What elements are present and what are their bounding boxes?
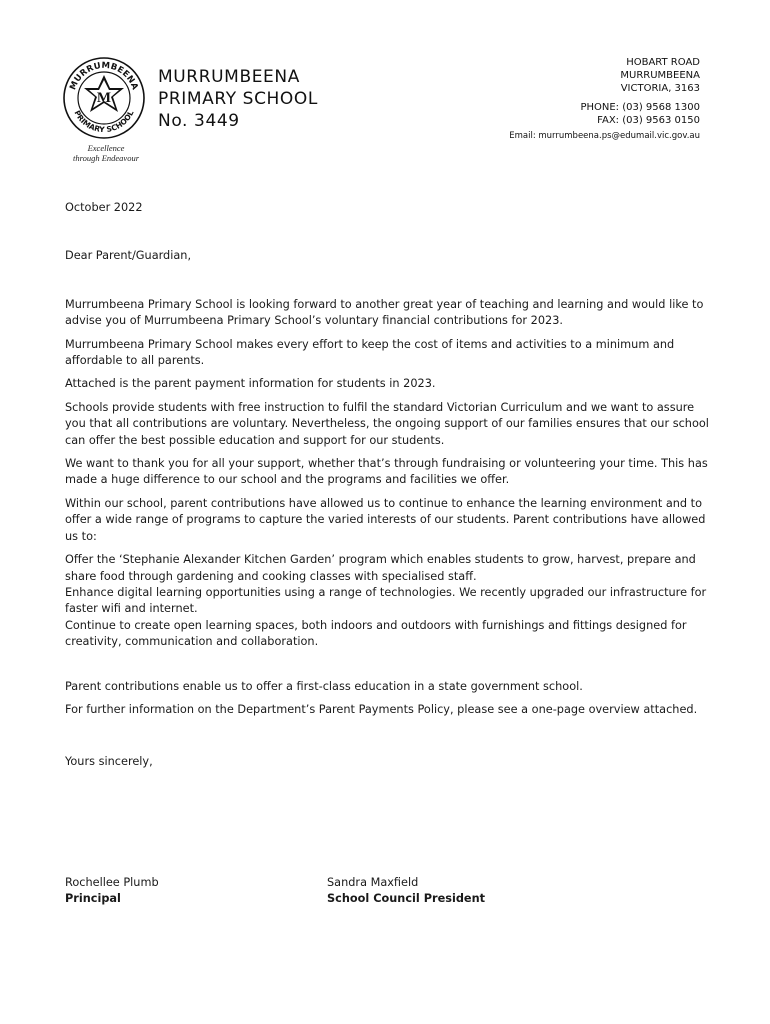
crest-top-text: MURRUMBEENA	[68, 60, 140, 92]
signature-principal	[65, 875, 159, 908]
sign-off: Yours sincerely,	[65, 755, 153, 769]
crest-bottom-text: PRIMARY SCHOOL	[72, 108, 136, 135]
address-line-1: HOBART ROAD	[626, 57, 700, 68]
signatory-name: Rochellee Plumb	[65, 876, 159, 889]
address-line-2: MURRUMBEENA	[620, 70, 700, 81]
school-name-line-2: PRIMARY SCHOOL	[158, 89, 318, 109]
motto-line-2: through Endeavour	[72, 153, 140, 163]
list-item: Enhance digital learning opportunities using a range of technologies. We recently upgraded our infrastructure for faster wifi and internet.	[65, 585, 707, 616]
paragraph: Murrumbeena Primary School is looking forward to another great year of teaching and learning and would like to advise you of Murrumbeena Primary School’s voluntary financial contributions for 2023.	[65, 297, 704, 328]
school-address	[580, 56, 700, 127]
address-line-3: VICTORIA, 3163	[620, 83, 700, 94]
signatory-name: Sandra Maxfield	[327, 876, 419, 889]
crest-monogram: M	[96, 90, 112, 106]
svg-text:PRIMARY SCHOOL	[72, 109, 135, 134]
closing-paragraph: Parent contributions enable us to offer a first-class education in a state government school.	[65, 679, 583, 693]
school-crest-icon	[62, 56, 146, 140]
school-number: No. 3449	[158, 111, 240, 131]
letter-date: October 2022	[65, 201, 143, 214]
list-item: Offer the ‘Stephanie Alexander Kitchen Garden’ program which enables students to grow, harvest, prepare and share food through gardening and cooking classes with specialised staff.	[65, 553, 696, 583]
paragraph: Schools provide students with free instruction to fulfil the standard Victorian Curriculum and we want to assure you that all contributions are voluntary. Nevertheless, the ongoing support of our families ensures that our school can offer the best possible education and support for our students.	[65, 400, 709, 447]
signatory-title: School Council President	[327, 892, 486, 906]
school-motto	[58, 143, 154, 163]
paragraph: Within our school, parent contributions have allowed us to continue to enhance the learning environment and to offer a wide range of programs to capture the varied interests of our students. Parent contributions have allowed us to:	[65, 496, 706, 543]
school-name	[158, 66, 318, 132]
paragraph: Murrumbeena Primary School makes every effort to keep the cost of items and activities to a minimum and affordable to all parents.	[65, 337, 675, 368]
letter-greeting: Dear Parent/Guardian,	[65, 249, 192, 263]
closing-paragraph: For further information on the Department’s Parent Payments Policy, please see a one-page overview attached.	[65, 702, 698, 716]
letter-body	[65, 200, 715, 771]
contributions-list	[65, 552, 715, 650]
phone-number: PHONE: (03) 9568 1300	[580, 102, 700, 113]
school-name-line-1: MURRUMBEENA	[158, 67, 300, 87]
list-item: Continue to create open learning spaces, both indoors and outdoors with furnishings and fittings designed for creativity, communication and collaboration.	[65, 618, 687, 649]
signatory-title: Principal	[65, 892, 121, 906]
paragraph: We want to thank you for all your support, whether that’s through fundraising or volunteering your time. This has made a huge difference to our school and the programs and facilities we offer.	[65, 457, 708, 487]
email-address: Email: murrumbeena.ps@edumail.vic.gov.au	[509, 131, 700, 141]
motto-line-1: Excellence	[87, 143, 125, 153]
fax-number: FAX: (03) 9563 0150	[597, 115, 700, 126]
signature-council-president	[327, 875, 485, 908]
paragraph: Attached is the parent payment information for students in 2023.	[65, 377, 436, 391]
